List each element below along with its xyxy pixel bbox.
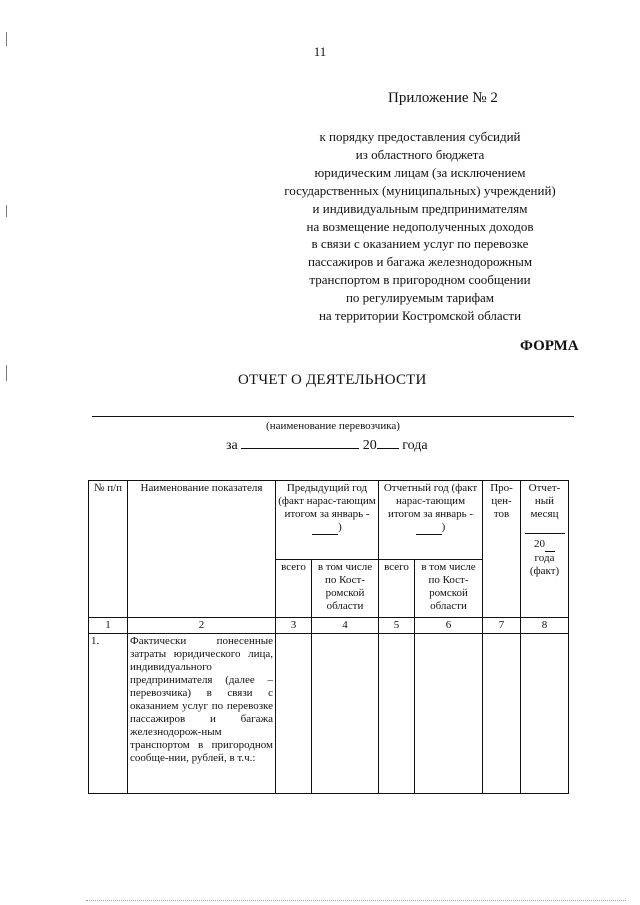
carrier-name-caption: (наименование перевозчика) [266, 420, 400, 432]
period-month-field[interactable] [241, 436, 359, 449]
column-index: 6 [415, 618, 483, 634]
header-report-month-top: Отчет-ный месяц [528, 482, 561, 520]
period-suffix: года [402, 438, 428, 453]
column-index: 8 [521, 618, 569, 634]
reference-line: из областного бюджета [355, 146, 485, 162]
column-index: 4 [312, 618, 379, 634]
report-title: ОТЧЕТ О ДЕЯТЕЛЬНОСТИ [238, 372, 427, 388]
report-table [88, 480, 569, 794]
header-report-month-year [523, 538, 566, 552]
header-num: № п/п [89, 481, 128, 618]
row-cell-report-month[interactable] [521, 634, 569, 794]
period-prefix: за [226, 438, 238, 453]
row-cell-prev-region[interactable] [312, 634, 379, 794]
page-number: 11 [313, 44, 327, 59]
scan-margin-mark [6, 365, 7, 381]
column-index: 2 [128, 618, 276, 634]
header-indicator: Наименование показателя [128, 481, 276, 618]
prev-year-month-field[interactable] [312, 521, 338, 535]
header-report-month [521, 481, 569, 618]
header-report-year [379, 481, 483, 560]
header-prev-year [276, 481, 379, 560]
header-report-total: всего [379, 560, 415, 618]
row-cell-prev-total[interactable] [276, 634, 312, 794]
header-prev-year-close: ) [338, 521, 342, 533]
report-year-month-field[interactable] [416, 521, 442, 535]
scan-margin-mark [6, 205, 7, 217]
reference-line: на территории Костромской области [318, 308, 522, 324]
row-cell-report-region[interactable] [415, 634, 483, 794]
table-row [89, 634, 569, 794]
header-prev-total: всего [276, 560, 312, 618]
header-report-region: в том числе по Кост-ромской области [415, 560, 483, 618]
header-report-year-text: Отчетный год (факт нарас-тающим итогом за январь - [383, 482, 478, 520]
column-index: 3 [276, 618, 312, 634]
reference-line: и индивидуальным предпринимателям [312, 200, 528, 216]
row-cell-report-total[interactable] [379, 634, 415, 794]
period-year-prefix: 20 [362, 438, 377, 453]
header-report-month-bottom: года (факт) [529, 552, 560, 577]
row-indicator: Фактически понесенные затраты юридического лица, индивидуального предпринимателя (далее – перевозчика) в связи с оказанием услуг по перевозке пассажиров и багажа железнодорож-ным транспортом в пригородном сообще-нии, рублей, в т.ч.: [128, 634, 276, 794]
reference-line: юридическим лицам (за исключением [314, 164, 526, 180]
header-prev-year-text: Предыдущий год (факт нарас-тающим итогом за январь - [278, 482, 376, 520]
reference-line: транспортом в пригородном сообщении [309, 272, 531, 288]
report-period [226, 436, 428, 454]
carrier-name-field[interactable] [92, 416, 574, 417]
report-month-year-field[interactable] [545, 538, 555, 552]
column-index: 5 [379, 618, 415, 634]
column-index: 7 [483, 618, 521, 634]
row-cell-percent[interactable] [483, 634, 521, 794]
header-report-year-close: ) [441, 521, 446, 533]
reference-line: на возмещение недополученных доходов [306, 218, 534, 234]
reference-line: по регулируемым тарифам [345, 290, 495, 306]
appendix-reference [230, 128, 610, 325]
reference-line: пассажиров и багажа железнодорожным [307, 254, 533, 270]
reference-line: в связи с оказанием услуг по перевозке [311, 236, 529, 252]
header-percent: Про-цен-тов [483, 481, 521, 618]
reference-line: к порядку предоставления субсидий [319, 129, 521, 144]
header-prev-region: в том числе по Кост-ромской области [312, 560, 379, 618]
report-month-year-prefix: 20 [534, 538, 545, 550]
form-label: ФОРМА [520, 338, 579, 354]
column-index: 1 [89, 618, 128, 634]
reference-line: государственных (муниципальных) учреждений) [284, 182, 556, 198]
row-num: 1. [89, 634, 128, 794]
period-year-field[interactable] [377, 436, 399, 449]
appendix-title: Приложение № 2 [388, 90, 498, 106]
report-month-field[interactable] [525, 521, 565, 534]
scan-bottom-edge [86, 900, 626, 901]
